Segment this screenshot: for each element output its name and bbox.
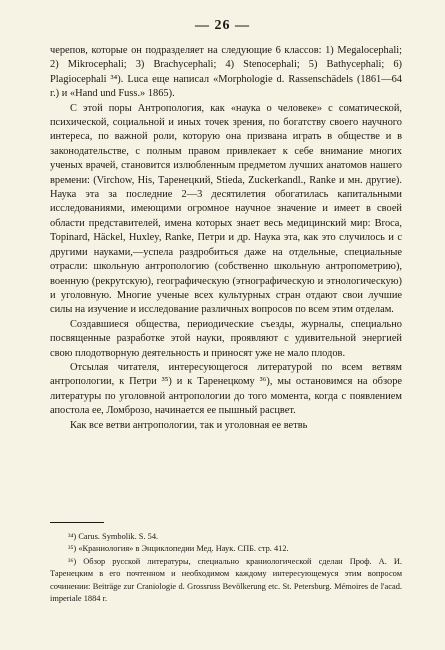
- paragraph-literature: Отсылая читателя, интересующегося литературой по всем ветвям антропологии, к Петри ³⁵) и к Таренецкому ³⁶), мы остановимся на обзоре литературы по уголовной антропологии до того момента, когда с появлением апостола ее, Ломброзо, начинается ее пышный расцвет.: [50, 361, 402, 417]
- footnote-35: ³⁵) «Краниология» в Энциклопедии Мед. Наук. СПБ. стр. 412.: [68, 544, 289, 554]
- footnotes: [50, 531, 402, 605]
- paragraph-continuation: черепов, которые он подразделяет на следующие 6 классов: 1) Megalocephali; 2) Mikrocephali; 3) Brachycephali; 4) Stenocephali; 5) Bathycephali; 6) Plagiocephali ³⁴). Luca еще написал «Morphologie d. Rassenschädels (1861—64 г.) и «Hand und Fuss.» 1865).: [50, 45, 402, 100]
- paragraph-branches: Как все ветви антропологии, так и уголовная ее ветвь: [70, 419, 308, 431]
- footnote-divider: [50, 522, 104, 523]
- footnote-36: ³⁶) Обзор русской литературы, специально краниологической сделан Проф. А. И. Таренецким в его почтенном и необходимом каждому интересующемуся этим вопросом сочинении: Beiträge zur Craniologie d. Grossruss Bevölkerung etc. St. Petersburg. Mémoires de l'acad. imperiale 1884 г.: [50, 556, 402, 604]
- footnote-34: ³⁴) Carus. Symbolik. S. 54.: [68, 532, 159, 541]
- paragraph-societies: Создавшиеся общества, периодические съезды, журналы, специально посвященные разработке этой науки, проявляют с удивительной энергией свою плодотворную деятельность и приносят уже не мало плодов.: [50, 318, 402, 359]
- page-number: — 26 —: [195, 18, 250, 33]
- main-text: [50, 44, 402, 433]
- paragraph-anthropology: С этой поры Антропология, как «наука о человеке» с соматической, психической, социальной и иных точек зрения, по богатству своего научного интереса, по важной роли, которую она призвана играть в обществе и в законодательстве, с полным правом привлекает к себе внимание многих ученых врачей, становится излюбленным предметом лучших анатомов нашего времени: (Virchow, His, Таренецкий, Stieda, Zuckerkandl., Ranke и мн. другие). Наука эта за последние 2—3 десятилетия обогатилась капитальными исследованиями, имеющими огромное научное значение и имеет в своей области представителей, имена которых знает весь медицинский мир: Broca, Topinard, Häckel, Huxley, Ranke, Петри и др. Наука эта, как это случилось и с другими науками,—успела раздробиться даже на отдельные, специальные отрасли: школьную антропологию (собственно школьную антропометрию), военную (рекрутскую), географическую (этнографическую и этнологическую) и уголовную. Многие ученые всех культурных стран отдают свои лучшие силы на изучение и исследование различных вопросов по всем этим отделам.: [50, 102, 402, 316]
